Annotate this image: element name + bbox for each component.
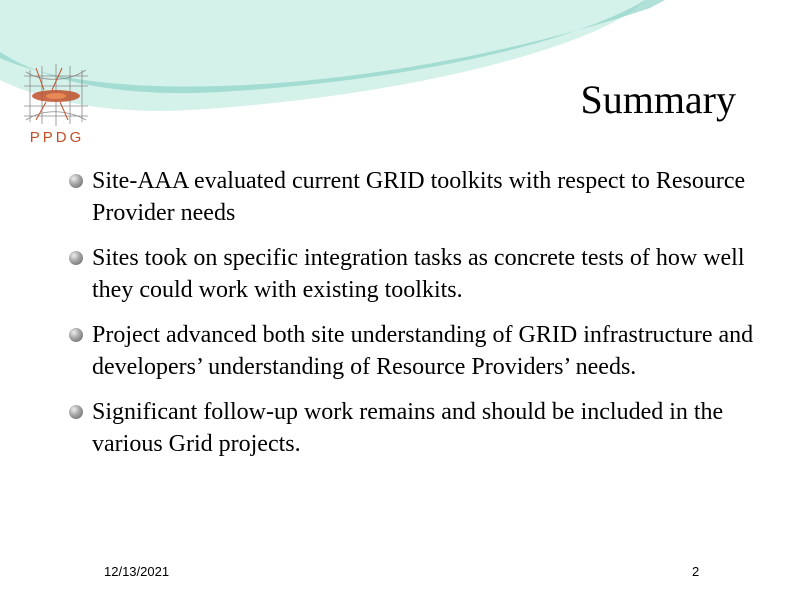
bullet-text: Sites took on specific integration tasks as concrete tests of how well they could work with existing toolkits. bbox=[92, 245, 745, 303]
page-number: 2 bbox=[692, 564, 700, 579]
bullet-text: Site-AAA evaluated current GRID toolkits with respect to Resource Provider needs bbox=[92, 168, 746, 226]
bullet-text: Project advanced both site understanding of GRID infrastructure and developers’ understanding of Resource Providers’ needs. bbox=[92, 322, 754, 380]
logo-text: PPDG bbox=[29, 129, 85, 146]
bullet-item bbox=[68, 396, 768, 460]
footer-date: 12/13/2021 bbox=[104, 564, 170, 579]
bullet-item bbox=[68, 242, 768, 306]
bullet-icon bbox=[69, 174, 83, 188]
ppdg-logo-icon bbox=[22, 62, 92, 146]
slide-title: Summary bbox=[580, 77, 736, 122]
bullet-icon bbox=[69, 328, 83, 342]
bullet-list bbox=[68, 165, 768, 460]
bullet-icon bbox=[69, 405, 83, 419]
bullet-item bbox=[68, 319, 768, 383]
bullet-text: Significant follow-up work remains and should be included in the various Grid projects. bbox=[92, 399, 724, 457]
bullet-icon bbox=[69, 251, 83, 265]
bullet-item bbox=[68, 165, 768, 229]
